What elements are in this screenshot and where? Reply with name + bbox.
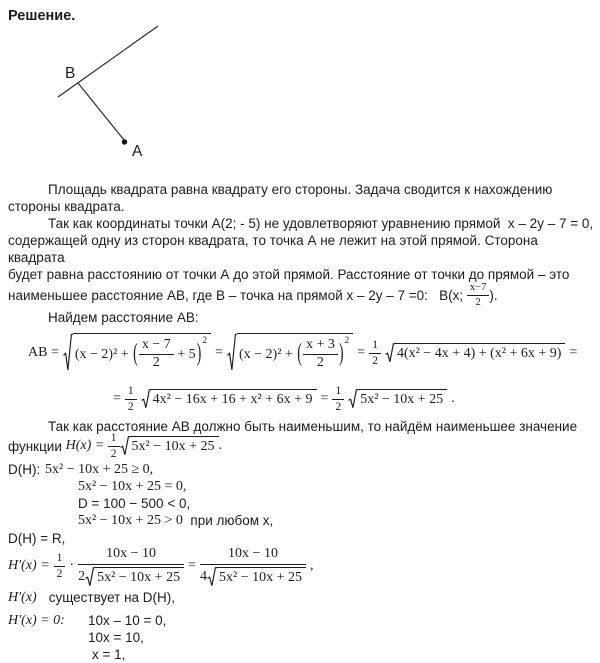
fraction-denominator: 2 xyxy=(335,400,342,413)
radicand: 5x² − 10x + 25 xyxy=(130,436,219,456)
radical-icon xyxy=(385,343,395,363)
equation: х = 1, xyxy=(92,647,126,662)
derivative-zero-row-1 xyxy=(8,612,594,629)
derivative-zero-lhs: H′(x) = 0: xyxy=(8,612,65,628)
superscript-2: 2 xyxy=(344,336,350,347)
text-fragment: наименьшее расстояние АВ, где В – точка на прямой х – 2у – 7 =0: В(х; xyxy=(8,287,467,303)
right-paren: ) xyxy=(196,340,202,368)
fraction-denominator: 2 xyxy=(372,354,378,367)
derivative-lhs: H′(x) = xyxy=(8,558,50,573)
math-fragment: (x − 2)² + xyxy=(74,346,133,362)
fraction-denominator: 2 xyxy=(56,567,63,580)
fraction xyxy=(303,338,338,370)
sqrt-expression xyxy=(348,389,447,409)
text-fragment: существует на D(H), xyxy=(48,590,176,605)
period: . xyxy=(218,438,222,453)
derivative-zero-row-3 xyxy=(92,646,594,663)
one-half-fraction xyxy=(108,432,120,459)
derivative-zero-row-2 xyxy=(88,629,594,646)
radicand xyxy=(73,333,211,372)
equals-sign: = xyxy=(320,391,329,406)
segment-ba xyxy=(78,83,124,140)
point-a-dot xyxy=(122,139,127,144)
sqrt-expression xyxy=(227,333,353,372)
multiply-dot: · xyxy=(69,558,75,573)
domain-label: D(H): xyxy=(8,462,41,477)
fraction-numerator: x + 3 xyxy=(303,338,338,355)
fraction-numerator: 10x − 10 xyxy=(200,546,306,565)
geometry-diagram xyxy=(8,25,238,159)
big-fraction xyxy=(78,546,184,587)
fraction-denominator: 2 xyxy=(475,296,481,308)
radical-icon xyxy=(141,389,151,409)
fraction-denominator: 2 xyxy=(110,447,117,460)
fraction-denominator xyxy=(200,565,306,587)
one-half-fraction xyxy=(54,552,66,579)
fraction-denominator: 2 xyxy=(152,355,160,370)
find-distance-line: Найдем расстояние АВ: xyxy=(48,310,199,325)
comma: , xyxy=(310,558,314,573)
equation: 10х = 10, xyxy=(88,630,144,645)
formula-lhs: AB = xyxy=(28,345,59,360)
equation: 10х – 10 = 0, xyxy=(88,613,167,628)
page-title: Решение. xyxy=(8,8,76,24)
coefficient: 4 xyxy=(200,568,207,584)
sqrt-expression xyxy=(207,567,306,587)
formula-ab-line1 xyxy=(28,328,594,378)
point-a-label: A xyxy=(132,143,143,159)
radicand: 4x² − 16x + 16 + x² + 6x + 9 xyxy=(151,389,317,409)
fraction-denominator xyxy=(78,565,184,587)
domain-condition-row-3 xyxy=(78,495,594,512)
fraction-numerator: 1 xyxy=(54,552,66,566)
radical-icon xyxy=(227,333,237,372)
text-line: стороны квадрата. xyxy=(8,199,125,214)
paragraph-1 xyxy=(8,181,594,215)
sqrt-expression xyxy=(120,436,219,456)
radicand xyxy=(237,333,353,372)
fraction-numerator: 1 xyxy=(369,339,381,353)
formula-ab-line2 xyxy=(113,382,594,416)
math-fragment: + 5 xyxy=(173,346,196,362)
sqrt-expression xyxy=(63,333,211,372)
radical-icon xyxy=(207,567,217,587)
radicand: 5x² − 10x + 25 xyxy=(217,567,306,587)
discriminant: D = 100 − 500 < 0, xyxy=(78,496,191,511)
fraction-numerator: 1 xyxy=(332,385,344,399)
text-fragment: при любом х, xyxy=(182,513,274,528)
text-line-with-fraction xyxy=(8,283,594,307)
superscript-2: 2 xyxy=(202,336,208,347)
sqrt-expression xyxy=(141,389,317,409)
domain-result: D(H) = R, xyxy=(8,531,66,546)
radical-icon xyxy=(348,389,358,409)
one-half-fraction xyxy=(125,385,137,412)
coefficient: 2 xyxy=(78,568,86,584)
period: . xyxy=(451,391,455,406)
derivative-formula xyxy=(8,547,594,585)
radical-icon xyxy=(120,436,130,456)
fraction-numerator: x − 7 xyxy=(139,338,174,355)
left-paren: ( xyxy=(133,340,138,368)
equals-sign: = xyxy=(188,558,196,573)
radicand: 5x² − 10x + 25 xyxy=(358,389,447,409)
derivative-symbol: H′(x) xyxy=(8,589,37,605)
domain-condition-row-4 xyxy=(78,512,594,529)
fraction xyxy=(139,338,174,370)
text-line: содержащей одну из сторон квадрата, то точка А не лежит на этой прямой. Сторона квадрата xyxy=(8,233,542,265)
fraction-numerator: x−7 xyxy=(467,282,489,295)
paragraph-4 xyxy=(8,418,594,460)
one-half-fraction xyxy=(369,339,381,366)
domain-condition-row-1 xyxy=(8,461,594,478)
fraction-denominator: 2 xyxy=(316,355,324,370)
radicand: 5x² − 10x + 25 xyxy=(95,567,184,587)
fraction-numerator: 10x − 10 xyxy=(78,546,184,565)
derivative-exists-line xyxy=(8,589,594,606)
inequality: 5x² − 10x + 25 > 0 xyxy=(78,512,183,528)
h-function-line xyxy=(8,432,594,460)
sqrt-expression xyxy=(85,567,184,587)
point-b-label: B xyxy=(65,65,76,82)
fraction-numerator: 1 xyxy=(125,385,137,399)
inequality: 5x² − 10x + 25 ≥ 0, xyxy=(45,461,154,477)
big-fraction xyxy=(200,546,306,587)
equals-sign: = xyxy=(569,345,578,360)
radical-icon xyxy=(85,567,95,587)
sqrt-expression xyxy=(385,343,566,363)
one-half-fraction xyxy=(332,385,344,412)
math-fragment: (x − 2)² + xyxy=(238,346,297,362)
equals-sign: = xyxy=(215,345,223,360)
paragraph-2 xyxy=(8,215,594,307)
point-b-coordinate-fraction xyxy=(467,282,489,307)
text-fragment: функции xyxy=(8,438,66,454)
left-paren: ( xyxy=(297,340,302,368)
domain-condition-row-2 xyxy=(78,478,594,495)
h-of-x: H(x) = xyxy=(65,438,108,453)
equals-sign: = xyxy=(357,345,366,360)
text-fragment: ). xyxy=(489,287,498,303)
text-line: будет равна расстоянию от точки А до этой прямой. Расстояние от точки до прямой – это xyxy=(8,267,570,282)
fraction-numerator: 1 xyxy=(108,432,120,446)
line-through-b xyxy=(58,26,158,97)
text-line: Площадь квадрата равна квадрату его стороны. Задача сводится к нахождению xyxy=(48,182,553,197)
equation: 5x² − 10x + 25 = 0, xyxy=(78,478,187,494)
text-line: Так как расстояние АВ должно быть наименьшим, то найдём наименьшее значение xyxy=(48,419,578,434)
radicand: 4(x² − 4x + 4) + (x² + 6x + 9) xyxy=(395,343,566,363)
equals-sign: = xyxy=(113,391,121,406)
radical-icon xyxy=(63,333,73,372)
fraction-denominator: 2 xyxy=(127,400,134,413)
text-line: Так как координаты точки А(2; - 5) не удовлетворяют уравнению прямой х – 2у – 7 = 0, xyxy=(48,216,594,231)
right-paren: ) xyxy=(338,340,344,368)
